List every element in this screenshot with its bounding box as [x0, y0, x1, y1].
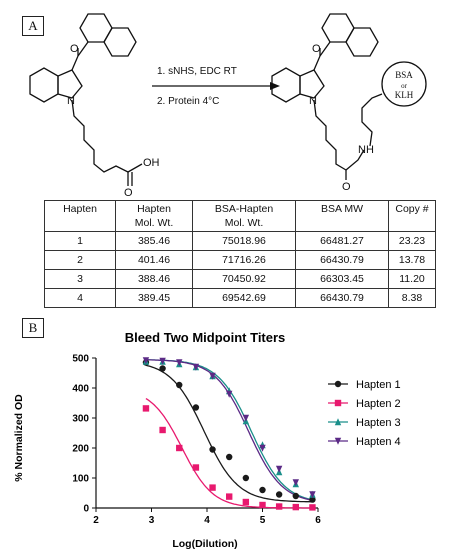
- data-point-series-2: [276, 503, 282, 509]
- header-hapten: Hapten: [45, 201, 116, 232]
- cell: 69542.69: [193, 289, 296, 308]
- y-tick-label: 0: [83, 503, 89, 515]
- product-chain: [314, 100, 346, 170]
- table-row: [45, 270, 436, 289]
- panel-a-label: A: [22, 16, 44, 36]
- cell: 66481.27: [296, 232, 389, 251]
- y-tick-label: 500: [72, 353, 89, 365]
- product-nh-label: NH: [358, 144, 374, 156]
- data-point-series-2: [226, 493, 232, 499]
- x-tick-label: 5: [259, 515, 266, 526]
- data-point-series-1: [293, 493, 299, 499]
- reactant-n-label: N: [67, 95, 75, 107]
- chart-axes: [72, 354, 321, 527]
- reactant-indole-pyrrole: [58, 70, 82, 98]
- titer-chart: [0, 320, 454, 550]
- fit-curve-4: [146, 360, 313, 501]
- data-point-series-2: [309, 504, 315, 510]
- data-point-series-1: [259, 487, 265, 493]
- product-naphthyl-ring-a: [322, 14, 354, 42]
- cell: 388.46: [116, 270, 193, 289]
- data-point-series-2: [193, 464, 199, 470]
- reactant-oh-label: OH: [143, 157, 160, 169]
- data-point-series-2: [159, 427, 165, 433]
- data-point-series-2: [243, 499, 249, 505]
- x-tick-label: 6: [315, 515, 321, 526]
- reactant-naphthyl-ring-a: [80, 14, 112, 42]
- data-point-series-1: [209, 446, 215, 452]
- carrier-bsa-label: BSA: [395, 70, 413, 80]
- table-row: [45, 289, 436, 308]
- cell: 66303.45: [296, 270, 389, 289]
- carrier-or-label: or: [401, 82, 407, 90]
- reactant-o2-label: O: [124, 187, 133, 199]
- cell: 23.23: [389, 232, 436, 251]
- cell: 11.20: [389, 270, 436, 289]
- product-indole-pyrrole: [300, 70, 324, 98]
- header-hapten-mw: Hapten Mol. Wt.: [116, 201, 193, 232]
- legend-marker-2: [335, 400, 341, 406]
- product-o-label: O: [312, 43, 321, 55]
- cell: 70450.92: [193, 270, 296, 289]
- carrier-klh-label: KLH: [394, 90, 414, 100]
- data-point-series-4: [276, 466, 282, 473]
- data-point-series-2: [209, 484, 215, 490]
- data-point-series-1: [193, 404, 199, 410]
- fit-curve-1: [146, 365, 313, 502]
- cell: 2: [45, 251, 116, 270]
- cell: 4: [45, 289, 116, 308]
- data-point-series-2: [259, 502, 265, 508]
- x-tick-label: 3: [148, 515, 155, 526]
- cell: 66430.79: [296, 251, 389, 270]
- cell: 8.38: [389, 289, 436, 308]
- panel-b-label: B: [22, 318, 44, 338]
- legend-marker-1: [335, 381, 341, 387]
- reactant-naphthyl-ring-b: [104, 28, 136, 56]
- data-point-series-1: [276, 491, 282, 497]
- data-point-series-2: [176, 445, 182, 451]
- product-naphthyl-ring-b: [346, 28, 378, 56]
- y-axis-label: % Normalized OD: [13, 394, 25, 482]
- data-point-series-2: [143, 405, 149, 411]
- cell: 1: [45, 232, 116, 251]
- data-points: [143, 357, 316, 510]
- data-point-series-2: [293, 504, 299, 510]
- legend-label-2: Hapten 2: [356, 398, 401, 410]
- reaction-step-1: 1. sNHS, EDC RT: [157, 66, 237, 77]
- x-axis-label: Log(Dilution): [172, 538, 238, 550]
- header-copy-number: Copy #: [389, 201, 436, 232]
- chart-title: Bleed Two Midpoint Titers: [124, 330, 286, 345]
- cell: 13.78: [389, 251, 436, 270]
- legend-label-4: Hapten 4: [356, 436, 401, 448]
- table-row: [45, 251, 436, 270]
- x-tick-label: 2: [93, 515, 99, 526]
- product-o2-label: O: [342, 181, 351, 193]
- cell: 3: [45, 270, 116, 289]
- fit-curve-2: [146, 399, 313, 508]
- fit-curve-3: [146, 360, 313, 500]
- cell: 385.46: [116, 232, 193, 251]
- product-n-label: N: [309, 95, 317, 107]
- header-bsa-hapten-mw: BSA-Hapten Mol. Wt.: [193, 201, 296, 232]
- table-header-row: [45, 201, 436, 232]
- reaction-step-2: 2. Protein 4°C: [157, 96, 220, 107]
- y-tick-label: 200: [72, 443, 89, 455]
- cell: 401.46: [116, 251, 193, 270]
- reactant-o-label: O: [70, 43, 79, 55]
- legend-label-3: Hapten 3: [356, 417, 401, 429]
- reaction-scheme: [0, 0, 454, 200]
- cell: 66430.79: [296, 289, 389, 308]
- data-point-series-1: [176, 382, 182, 388]
- reactant-chain: [72, 100, 128, 172]
- data-point-series-1: [159, 365, 165, 371]
- header-bsa-mw: BSA MW: [296, 201, 389, 232]
- hapten-table: [44, 200, 436, 308]
- x-tick-label: 4: [204, 515, 210, 526]
- cell: 389.45: [116, 289, 193, 308]
- data-point-series-1: [243, 475, 249, 481]
- y-tick-label: 300: [72, 413, 89, 425]
- legend-label-1: Hapten 1: [356, 379, 401, 391]
- chart-legend: [328, 379, 401, 448]
- fit-curves: [146, 360, 313, 508]
- product-linker: [362, 94, 382, 146]
- y-tick-label: 400: [72, 383, 89, 395]
- cell: 71716.26: [193, 251, 296, 270]
- table-row: [45, 232, 436, 251]
- data-point-series-1: [226, 454, 232, 460]
- reactant-indole-benzene: [30, 68, 58, 102]
- y-tick-label: 100: [72, 473, 89, 485]
- cell: 75018.96: [193, 232, 296, 251]
